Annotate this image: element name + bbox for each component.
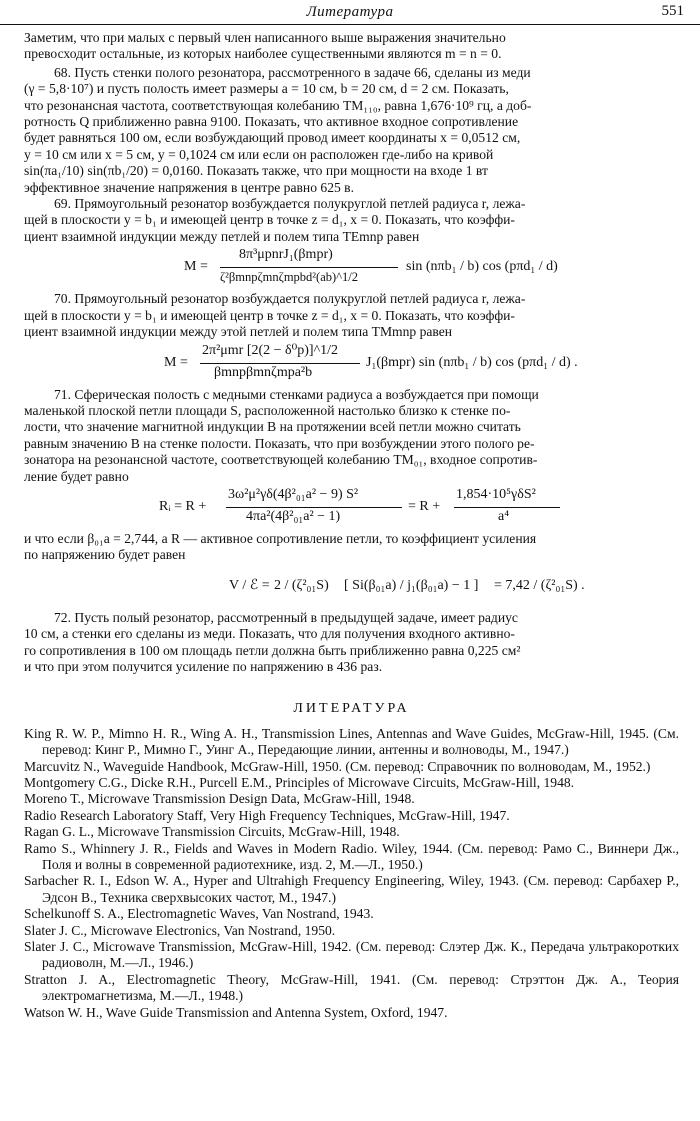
eq-fraction-bar <box>226 507 402 508</box>
eq-denominator: ζ²βmnpζmnζmpbd²(ab)^1/2 <box>220 270 359 285</box>
text-line: зонатора на резонансной частоте, соответствующей колебанию TM₀₁, входное сопротив- <box>24 452 538 468</box>
text-line: Заметим, что при малых c первый член написанного выше выражения значительно <box>24 30 506 45</box>
reference-entry: Montgomery C.G., Dicke R.H., Purcell E.M., Principles of Microwave Circuits, McGraw-Hill, 1948. <box>24 775 575 790</box>
text-line: будет равняться 100 ом, если возбуждающий провод имеет координаты x = 0,0512 см, <box>24 130 521 146</box>
reference-list <box>24 726 679 1021</box>
problem-68 <box>24 65 679 196</box>
reference-entry: Stratton J. A., Electromagnetic Theory, McGraw-Hill, 1941. (См. перевод: Стрэттон Дж. А., Теория электромагнетизма, М.—Л., 1948.) <box>24 971 679 1004</box>
reference-entry: Moreno T., Microwave Transmission Design Data, McGraw-Hill, 1948. <box>24 791 415 807</box>
section-title: ЛИТЕРАТУРА <box>293 701 410 717</box>
problem-71 <box>24 387 679 485</box>
eq-fraction-bar-2 <box>454 507 560 508</box>
eq-fraction-bar <box>220 267 398 268</box>
text-line: sin(πa₁/10) sin(πb₁/20) = 0,0160. Показать также, что при мощности на входе 1 вт <box>24 163 488 179</box>
problem-70 <box>24 291 679 340</box>
eq-mid: = R + <box>408 498 441 514</box>
equation-71-gain <box>24 564 679 610</box>
equation-70 <box>24 341 679 387</box>
eq-numerator: 2π²μmr [2(2 − δ⁰p)]^1/2 <box>202 342 339 358</box>
text-line: ление будет равно <box>24 468 129 484</box>
text-line: 71. Сферическая полость с медными стенками радиуса a возбуждается при помощи <box>54 386 539 402</box>
reference-entry: Schelkunoff S. A., Electromagnetic Waves, Van Nostrand, 1943. <box>24 906 374 922</box>
reference-entry: Ragan G. L., Microwave Transmission Circuits, McGraw-Hill, 1948. <box>24 824 400 840</box>
eq-denominator-2: a⁴ <box>498 508 510 524</box>
reference-entry: Slater J. C., Microwave Electronics, Van Nostrand, 1950. <box>24 922 336 938</box>
text-line: циент взаимной индукции между петлей и полем типа TEmnp равен <box>24 228 420 244</box>
eq-lhs: V / ℰ = <box>229 577 270 593</box>
reference-entry: King R. W. P., Mimno H. R., Wing A. H., Transmission Lines, Antennas and Wave Guides, McGraw-Hill, 1945. (См. перевод: Кинг Р., Мимно Г., Уинг А., Передающие линии, антенны и волноводы, М., 1947.) <box>24 725 679 758</box>
text-line: ротность Q приближенно равна 9100. Показать, что активное входное сопротивление <box>24 114 519 130</box>
problem-71-continued <box>24 531 679 564</box>
intro-paragraph <box>24 30 679 63</box>
reference-entry: Ramo S., Whinnery J. R., Fields and Waves in Modern Radio. Wiley, 1944. (См. перевод: Рамо С., Виннери Дж., Поля и волны в современной радиотехнике, изд. 2, М.—Л., 1950.) <box>24 840 679 873</box>
eq-lhs: M = <box>184 259 208 275</box>
reference-entry: Sarbacher R. I., Edson W. A., Hyper and Ultrahigh Frequency Engineering, Wiley, 1943. (См. перевод: Сарбахер Р., Эдсон В., Техника сверхвысоких частот, М., 1947.) <box>24 873 679 905</box>
eq-tail: sin (nπb₁ / b) cos (pπd₁ / d) <box>406 259 558 275</box>
text-line: 10 см, а стенки его сделаны из меди. Показать, что для получения входного активно- <box>24 626 515 642</box>
text-line: и что при этом получится усиление по напряжению в 436 раз. <box>24 658 383 674</box>
text-line: по напряжению будет равен <box>24 547 186 563</box>
eq-denominator: 4πa²(4β²₀₁a² − 1) <box>246 508 341 524</box>
eq-lhs: Rᵢ = R + <box>159 498 207 514</box>
text-line: превосходит остальные, из которых наиболее существенными являются m = n = 0. <box>24 46 502 62</box>
text-line: 68. Пусть стенки полого резонатора, рассмотренного в задаче 66, сделаны из меди <box>54 64 531 80</box>
text-line: 70. Прямоугольный резонатор возбуждается полукруглой петлей радиуса r, лежа- <box>54 291 526 307</box>
page-number: 551 <box>661 3 684 19</box>
problem-69 <box>24 196 679 245</box>
running-title: Литература <box>306 4 394 20</box>
text-line: щей в плоскости y = b₁ и имеющей центр в точке z = d₁, x = 0. Показать, что коэффи- <box>24 307 515 323</box>
eq-tail: J₁(βmpr) sin (nπb₁ / b) cos (pπd₁ / d) . <box>366 354 578 370</box>
text-line: 69. Прямоугольный резонатор возбуждается полукруглой петлей радиуса r, лежа- <box>54 196 526 212</box>
text-line: и что если β₀₁a = 2,744, а R — активное сопротивление петли, то коэффициент усиления <box>24 530 537 546</box>
problem-72 <box>24 610 679 676</box>
eq-numerator-2: 1,854·10⁵γδS² <box>456 486 536 502</box>
equation-69 <box>24 245 679 291</box>
text-line: 72. Пусть полый резонатор, рассмотренный в предыдущей задаче, имеет радиус <box>54 609 518 625</box>
text-line: эффективное значение напряжения в центре равно 625 в. <box>24 179 354 195</box>
reference-entry: Watson W. H., Wave Guide Transmission and Antenna System, Oxford, 1947. <box>24 1004 448 1020</box>
reference-entry: Slater J. C., Microwave Transmission, McGraw-Hill, 1942. (См. перевод: Слэтер Дж. К., Передача ультракоротких радиоволн, М.—Л., 1946.) <box>24 939 679 971</box>
text-line: y = 10 см или x = 5 см, y = 0,1024 см или если он расположен где-либо на кривой <box>24 146 494 162</box>
text-line: (γ = 5,8·10⁷) и пусть полость имеет размеры a = 10 см, b = 20 см, d = 2 см. Показать, <box>24 81 509 97</box>
eq-rhs: = 7,42 / (ζ²₀₁S) . <box>494 577 585 593</box>
text-line: равным значению B на стенке полости. Показать, что при возбуждении этого полого ре- <box>24 435 535 451</box>
eq-numerator: 8π³μpnrJ₁(βmpr) <box>239 247 333 263</box>
text-line: го сопротивления в 100 ом площадь петли должна быть приближенно равна 0,225 см² <box>24 642 521 658</box>
text-line: циент взаимной индукции между этой петлей и полем типа TMmnp равен <box>24 324 453 340</box>
eq-bracket: [ Si(β₀₁a) / j₁(β₀₁a) − 1 ] <box>344 577 479 593</box>
text-line: что резонансная частота, соответствующая колебанию TM₁₁₀, равна 1,676·10⁹ гц, а доб- <box>24 97 532 113</box>
eq-numerator: 3ω²μ²γδ(4β²₀₁a² − 9) S² <box>228 486 359 502</box>
text-line: лости, что значение магнитной индукции B на протяжении всей петли можно считать <box>24 419 521 435</box>
text-line: маленькой плоской петли площади S, расположенной настолько близко к стенке по- <box>24 402 511 418</box>
eq-fraction-bar <box>200 363 360 364</box>
running-header <box>0 0 700 24</box>
text-line: щей в плоскости y = b₁ и имеющей центр в точке z = d₁, x = 0. Показать, что коэффи- <box>24 212 515 228</box>
reference-entry: Marcuvitz N., Waveguide Handbook, McGraw-Hill, 1950. (См. перевод: Справочник по волноводам, М., 1952.) <box>24 758 651 774</box>
header-rule <box>0 24 700 25</box>
eq-lhs: M = <box>164 354 188 370</box>
page-body <box>24 30 679 1021</box>
equation-71 <box>24 485 679 531</box>
reference-entry: Radio Research Laboratory Staff, Very High Frequency Techniques, McGraw-Hill, 1947. <box>24 807 510 823</box>
eq-coefficient: 2 / (ζ²₀₁S) <box>274 577 329 593</box>
eq-denominator: βmnpβmnζmpa²b <box>214 364 313 380</box>
